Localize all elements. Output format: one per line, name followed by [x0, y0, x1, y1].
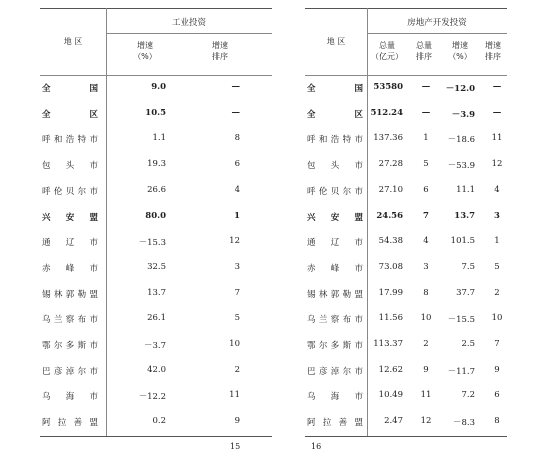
growth-cell: 13.7 [454, 210, 475, 221]
region-cell: 包 头 市 [307, 161, 363, 172]
region-cell: 乌兰察布市 [42, 315, 98, 326]
growth-cell: －15.5 [447, 315, 475, 326]
region-cell: 巴彦淖尔市 [42, 366, 98, 377]
growth-cell: 26.1 [147, 313, 166, 324]
column-header-total: 总量 （亿元） [371, 41, 403, 61]
region-cell: 赤 峰 市 [307, 263, 363, 274]
growth-cell: 10.5 [145, 107, 166, 118]
growth-rank-cell: — [492, 82, 502, 92]
growth-cell: －18.6 [447, 135, 475, 146]
header-bottom-rule [40, 75, 272, 76]
growth-cell: 0.2 [152, 416, 166, 427]
right-page [305, 0, 507, 455]
rank-cell: 11 [229, 390, 240, 401]
group-header-rule [106, 33, 272, 34]
growth-cell: 37.7 [456, 287, 475, 298]
region-cell: 赤 峰 市 [42, 263, 98, 274]
rank-cell: — [231, 107, 240, 118]
total-rank-cell: 6 [423, 184, 429, 195]
region-header: 地 区 [63, 37, 83, 46]
rank-cell: — [231, 82, 240, 92]
growth-cell: 2.5 [461, 339, 475, 349]
growth-rank-cell: 7 [494, 339, 500, 349]
total-cell: 73.08 [378, 261, 403, 272]
growth-cell: 11.1 [456, 184, 475, 195]
column-header-growth: 增速 （%） [133, 41, 157, 61]
rank-cell: 10 [229, 339, 240, 349]
region-cell: 全 国 [307, 84, 363, 94]
region-cell: 乌 海 市 [42, 392, 98, 403]
region-cell: 通 辽 市 [307, 238, 363, 249]
region-cell: 全 国 [42, 84, 98, 94]
growth-cell: －53.9 [447, 161, 475, 172]
total-rank-cell: 11 [420, 390, 432, 401]
region-cell: 鄂尔多斯市 [42, 341, 98, 351]
table-top-rule [305, 8, 507, 9]
growth-rank-cell: 4 [494, 184, 500, 195]
region-cell: 呼伦贝尔市 [42, 186, 98, 197]
total-cell: 27.28 [378, 159, 403, 170]
total-cell: 27.10 [378, 184, 403, 195]
region-cell: 通 辽 市 [42, 238, 98, 249]
region-cell: 呼伦贝尔市 [307, 186, 363, 197]
growth-rank-cell: 3 [494, 210, 500, 221]
page-number: 15 [230, 442, 241, 451]
region-cell: 包 头 市 [42, 161, 98, 172]
growth-cell: －12.0 [445, 84, 475, 94]
growth-rank-cell: — [492, 107, 502, 118]
growth-rank-cell: 11 [491, 133, 503, 144]
rank-cell: 1 [234, 210, 240, 221]
region-cell: 阿 拉 善 盟 [42, 418, 98, 429]
rank-cell: 6 [234, 159, 240, 170]
total-cell: 24.56 [376, 210, 403, 221]
total-cell: 54.38 [378, 236, 403, 247]
total-cell: 2.47 [384, 416, 403, 427]
region-cell: 呼和浩特市 [42, 135, 98, 146]
growth-cell: 7.2 [461, 390, 475, 401]
total-cell: 10.49 [378, 390, 403, 401]
total-rank-cell: 4 [423, 236, 429, 247]
growth-cell: －11.7 [447, 366, 475, 377]
growth-rank-cell: 12 [491, 159, 503, 170]
region-cell: 巴彦淖尔市 [307, 366, 363, 377]
group-header-rule [367, 33, 507, 34]
growth-rank-cell: 2 [494, 287, 500, 298]
total-cell: 512.24 [370, 107, 403, 118]
rank-cell: 8 [234, 133, 240, 144]
region-cell: 阿 拉 善 盟 [307, 418, 363, 429]
column-divider [106, 8, 107, 436]
total-rank-cell: 8 [423, 287, 429, 298]
column-header-rank: 增速 排序 [212, 41, 228, 61]
group-title: 房地产开发投资 [407, 18, 467, 28]
region-cell: 兴 安 盟 [42, 212, 98, 223]
total-rank-cell: 3 [423, 261, 429, 272]
growth-cell: 80.0 [145, 210, 166, 221]
growth-cell: 7.5 [461, 261, 475, 272]
total-rank-cell: — [421, 107, 431, 118]
growth-cell: 42.0 [147, 364, 166, 375]
region-cell: 乌 海 市 [307, 392, 363, 403]
total-rank-cell: 1 [423, 133, 429, 144]
region-cell: 鄂尔多斯市 [307, 341, 363, 351]
total-cell: 11.56 [378, 313, 403, 324]
total-cell: 53580 [373, 82, 403, 92]
left-page [40, 0, 272, 455]
total-rank-cell: 2 [423, 339, 429, 349]
growth-rank-cell: 5 [494, 261, 500, 272]
table-bottom-rule [40, 436, 272, 437]
total-rank-cell: 5 [423, 159, 429, 170]
total-rank-cell: — [421, 82, 431, 92]
growth-cell: －15.3 [138, 238, 166, 249]
growth-cell: 32.5 [147, 261, 166, 272]
region-cell: 乌兰察布市 [307, 315, 363, 326]
page-number: 16 [311, 442, 322, 451]
total-cell: 12.62 [378, 364, 403, 375]
total-cell: 137.36 [373, 133, 403, 144]
growth-cell: 101.5 [450, 236, 475, 247]
rank-cell: 7 [234, 287, 240, 298]
column-header-total-rank: 总量 排序 [416, 41, 432, 61]
region-cell: 呼和浩特市 [307, 135, 363, 146]
column-header-growth-rank: 增速 排序 [485, 41, 501, 61]
growth-rank-cell: 1 [494, 236, 500, 247]
growth-cell: －3.7 [143, 341, 166, 351]
rank-cell: 9 [234, 416, 240, 427]
growth-cell: －3.9 [451, 109, 475, 120]
growth-cell: 26.6 [147, 184, 166, 195]
growth-cell: －8.3 [452, 418, 475, 429]
region-header: 地 区 [326, 37, 346, 46]
region-cell: 全 区 [42, 109, 98, 120]
growth-cell: 1.1 [152, 133, 166, 144]
growth-cell: 9.0 [151, 82, 166, 92]
rank-cell: 2 [234, 364, 240, 375]
total-rank-cell: 10 [420, 313, 432, 324]
total-cell: 113.37 [373, 339, 403, 349]
table-bottom-rule [305, 436, 507, 437]
rank-cell: 3 [234, 261, 240, 272]
total-rank-cell: 9 [423, 364, 429, 375]
rank-cell: 4 [234, 184, 240, 195]
growth-cell: 19.3 [147, 159, 166, 170]
rank-cell: 5 [234, 313, 240, 324]
region-cell: 锡林郭勒盟 [42, 289, 98, 300]
rank-cell: 12 [229, 236, 240, 247]
total-cell: 17.99 [378, 287, 403, 298]
table-top-rule [40, 8, 272, 9]
header-bottom-rule [305, 75, 507, 76]
growth-rank-cell: 6 [494, 390, 500, 401]
total-rank-cell: 7 [423, 210, 429, 221]
region-cell: 全 区 [307, 109, 363, 120]
region-cell: 锡林郭勒盟 [307, 289, 363, 300]
growth-cell: 13.7 [147, 287, 166, 298]
region-cell: 兴 安 盟 [307, 212, 363, 223]
total-rank-cell: 12 [420, 416, 432, 427]
group-title: 工业投资 [171, 18, 206, 28]
growth-cell: －12.2 [138, 392, 166, 403]
growth-rank-cell: 10 [491, 313, 503, 324]
column-header-growth: 增速 （%） [448, 41, 472, 61]
growth-rank-cell: 9 [494, 364, 500, 375]
growth-rank-cell: 8 [494, 416, 500, 427]
